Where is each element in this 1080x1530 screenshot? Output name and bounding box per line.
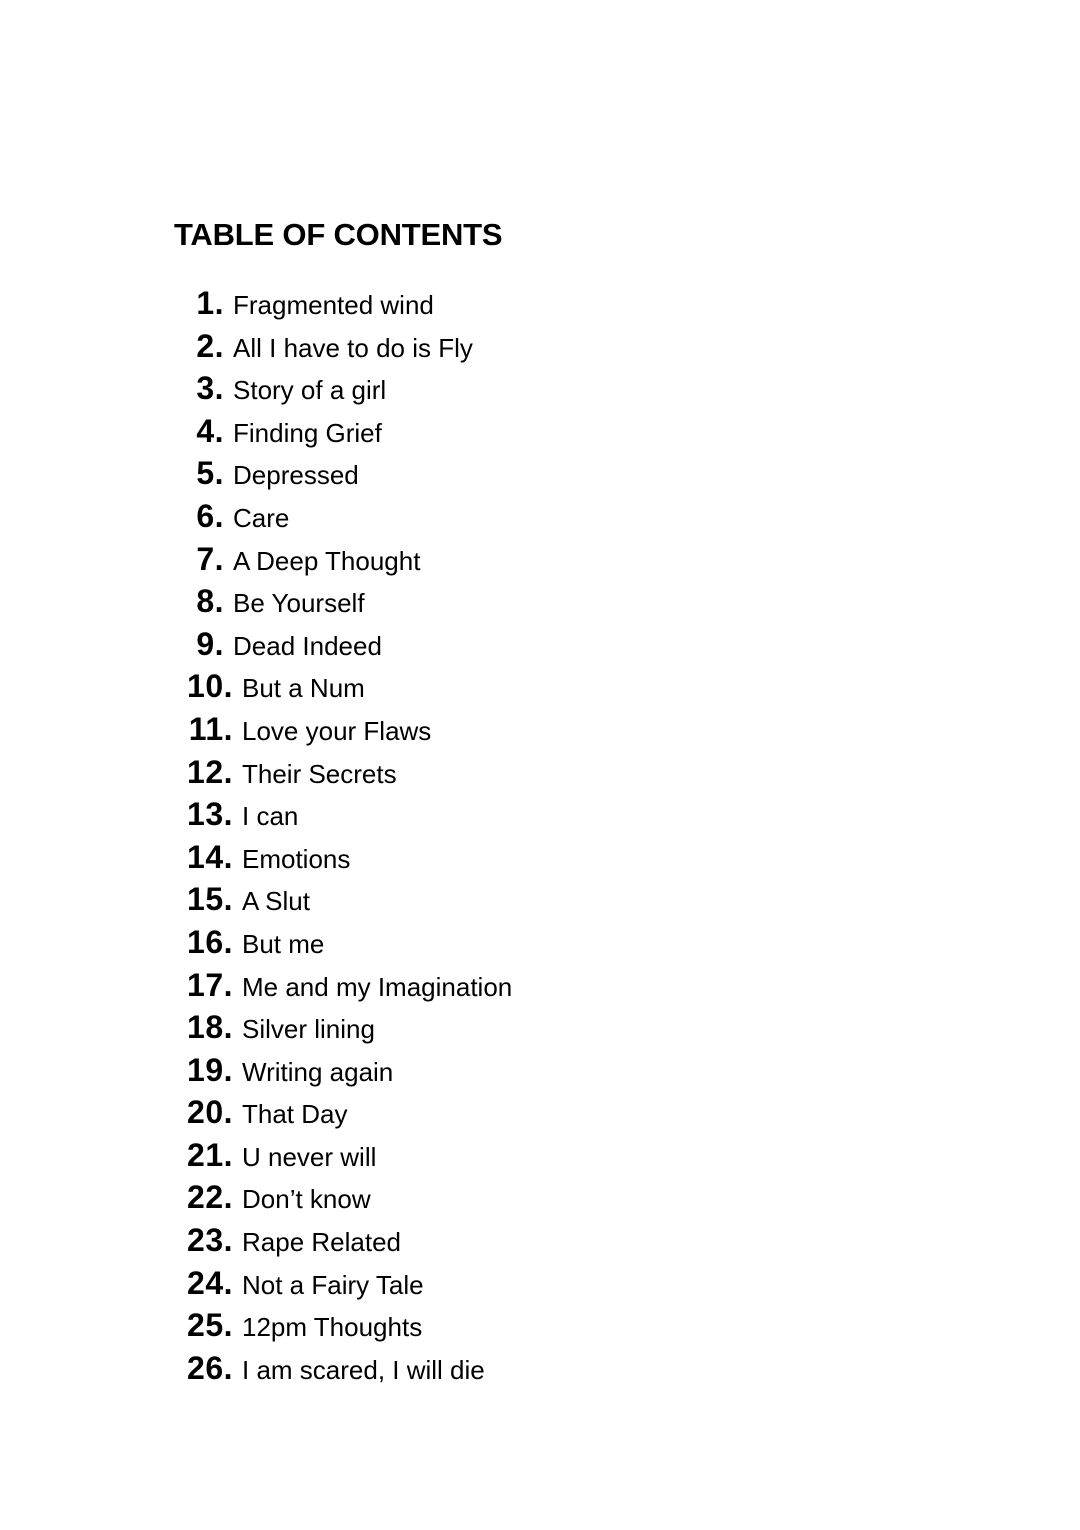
toc-entry: [0, 452, 1080, 495]
toc-entry: [0, 538, 1080, 581]
toc-entry-title: That Day: [242, 1099, 348, 1130]
toc-entry-number: 8.: [196, 583, 224, 620]
toc-entry-title: I am scared, I will die: [242, 1354, 485, 1385]
toc-entry-title: Care: [233, 502, 290, 533]
toc-entry-number: 1.: [196, 285, 224, 321]
toc-entry-title: 12pm Thoughts: [242, 1312, 423, 1343]
toc-entry-title: Their Secrets: [242, 758, 397, 789]
toc-entry: [0, 921, 1080, 964]
page-title: TABLE OF CONTENTS: [174, 217, 503, 252]
toc-entry-number: 2.: [196, 327, 224, 364]
toc-entry: [0, 325, 1080, 368]
toc-entry-title: All I have to do is Fly: [233, 332, 473, 363]
toc-entry-title: Love your Flaws: [242, 715, 432, 746]
toc-entry-title: Rape Related: [242, 1227, 401, 1258]
toc-entry: [0, 665, 1080, 708]
toc-entry-number: 13.: [187, 796, 233, 833]
toc-entry-number: 14.: [187, 838, 233, 875]
toc-entry-title: But a Num: [242, 673, 365, 704]
toc-entry: [0, 623, 1080, 666]
toc-entry-number: 11.: [188, 710, 233, 747]
toc-entry-number: 7.: [196, 540, 224, 577]
toc-entry-number: 12.: [187, 753, 233, 790]
toc-entry: [0, 1006, 1080, 1049]
toc-entry: [0, 964, 1080, 1007]
toc-entry-title: Be Yourself: [233, 588, 365, 619]
toc-entry-title: Don’t know: [242, 1184, 371, 1215]
toc-entry-number: 10.: [187, 668, 233, 705]
toc-entry-title: Finding Grief: [233, 417, 382, 448]
toc-list: [0, 282, 1080, 1389]
toc-entry-title: But me: [242, 928, 325, 959]
toc-entry-title: Emotions: [242, 843, 351, 874]
toc-entry-number: 16.: [187, 923, 233, 960]
toc-entry-number: 9.: [196, 625, 224, 662]
toc-entry-title: Silver lining: [242, 1014, 375, 1045]
toc-entry: [0, 495, 1080, 538]
toc-entry-number: 6.: [196, 497, 224, 534]
toc-entry-number: 22.: [187, 1179, 233, 1216]
toc-entry: [0, 1219, 1080, 1262]
toc-entry-title: Not a Fairy Tale: [242, 1269, 424, 1300]
toc-entry: [0, 793, 1080, 836]
toc-entry-number: 3.: [196, 370, 224, 407]
toc-entry: [0, 1176, 1080, 1219]
toc-entry-number: 18.: [187, 1009, 233, 1046]
toc-entry-number: 4.: [196, 412, 224, 449]
toc-entry-title: Depressed: [233, 460, 359, 491]
toc-entry-number: 20.: [187, 1094, 233, 1131]
toc-entry-number: 17.: [187, 966, 233, 1003]
toc-entry-title: Story of a girl: [233, 375, 387, 406]
toc-entry-title: Writing again: [242, 1056, 394, 1087]
toc-entry-title: Fragmented wind: [233, 290, 434, 320]
toc-entry-number: 15.: [187, 881, 233, 918]
toc-entry-number: 21.: [187, 1136, 233, 1173]
toc-entry: [0, 1347, 1080, 1390]
toc-entry: [0, 282, 1080, 325]
toc-entry: [0, 836, 1080, 879]
toc-entry-number: 19.: [187, 1051, 233, 1088]
toc-entry-number: 25.: [187, 1307, 233, 1344]
toc-entry-title: A Slut: [242, 886, 310, 917]
toc-entry-title: Me and my Imagination: [242, 971, 513, 1002]
toc-entry-number: 23.: [187, 1222, 233, 1259]
toc-entry: [0, 751, 1080, 794]
toc-entry-title: U never will: [242, 1141, 377, 1172]
toc-entry: [0, 410, 1080, 453]
toc-entry-title: Dead Indeed: [233, 630, 382, 661]
toc-entry: [0, 1134, 1080, 1177]
toc-entry: [0, 878, 1080, 921]
toc-entry: [0, 1304, 1080, 1347]
toc-entry: [0, 1262, 1080, 1305]
toc-entry-number: 26.: [187, 1349, 233, 1386]
toc-entry-number: 24.: [187, 1264, 233, 1301]
toc-entry: [0, 1049, 1080, 1092]
toc-entry-title: I can: [242, 801, 299, 832]
toc-entry-number: 5.: [196, 455, 224, 492]
toc-entry: [0, 708, 1080, 751]
toc-entry: [0, 580, 1080, 623]
toc-entry-title: A Deep Thought: [233, 545, 421, 576]
toc-entry: [0, 367, 1080, 410]
toc-entry: [0, 1091, 1080, 1134]
